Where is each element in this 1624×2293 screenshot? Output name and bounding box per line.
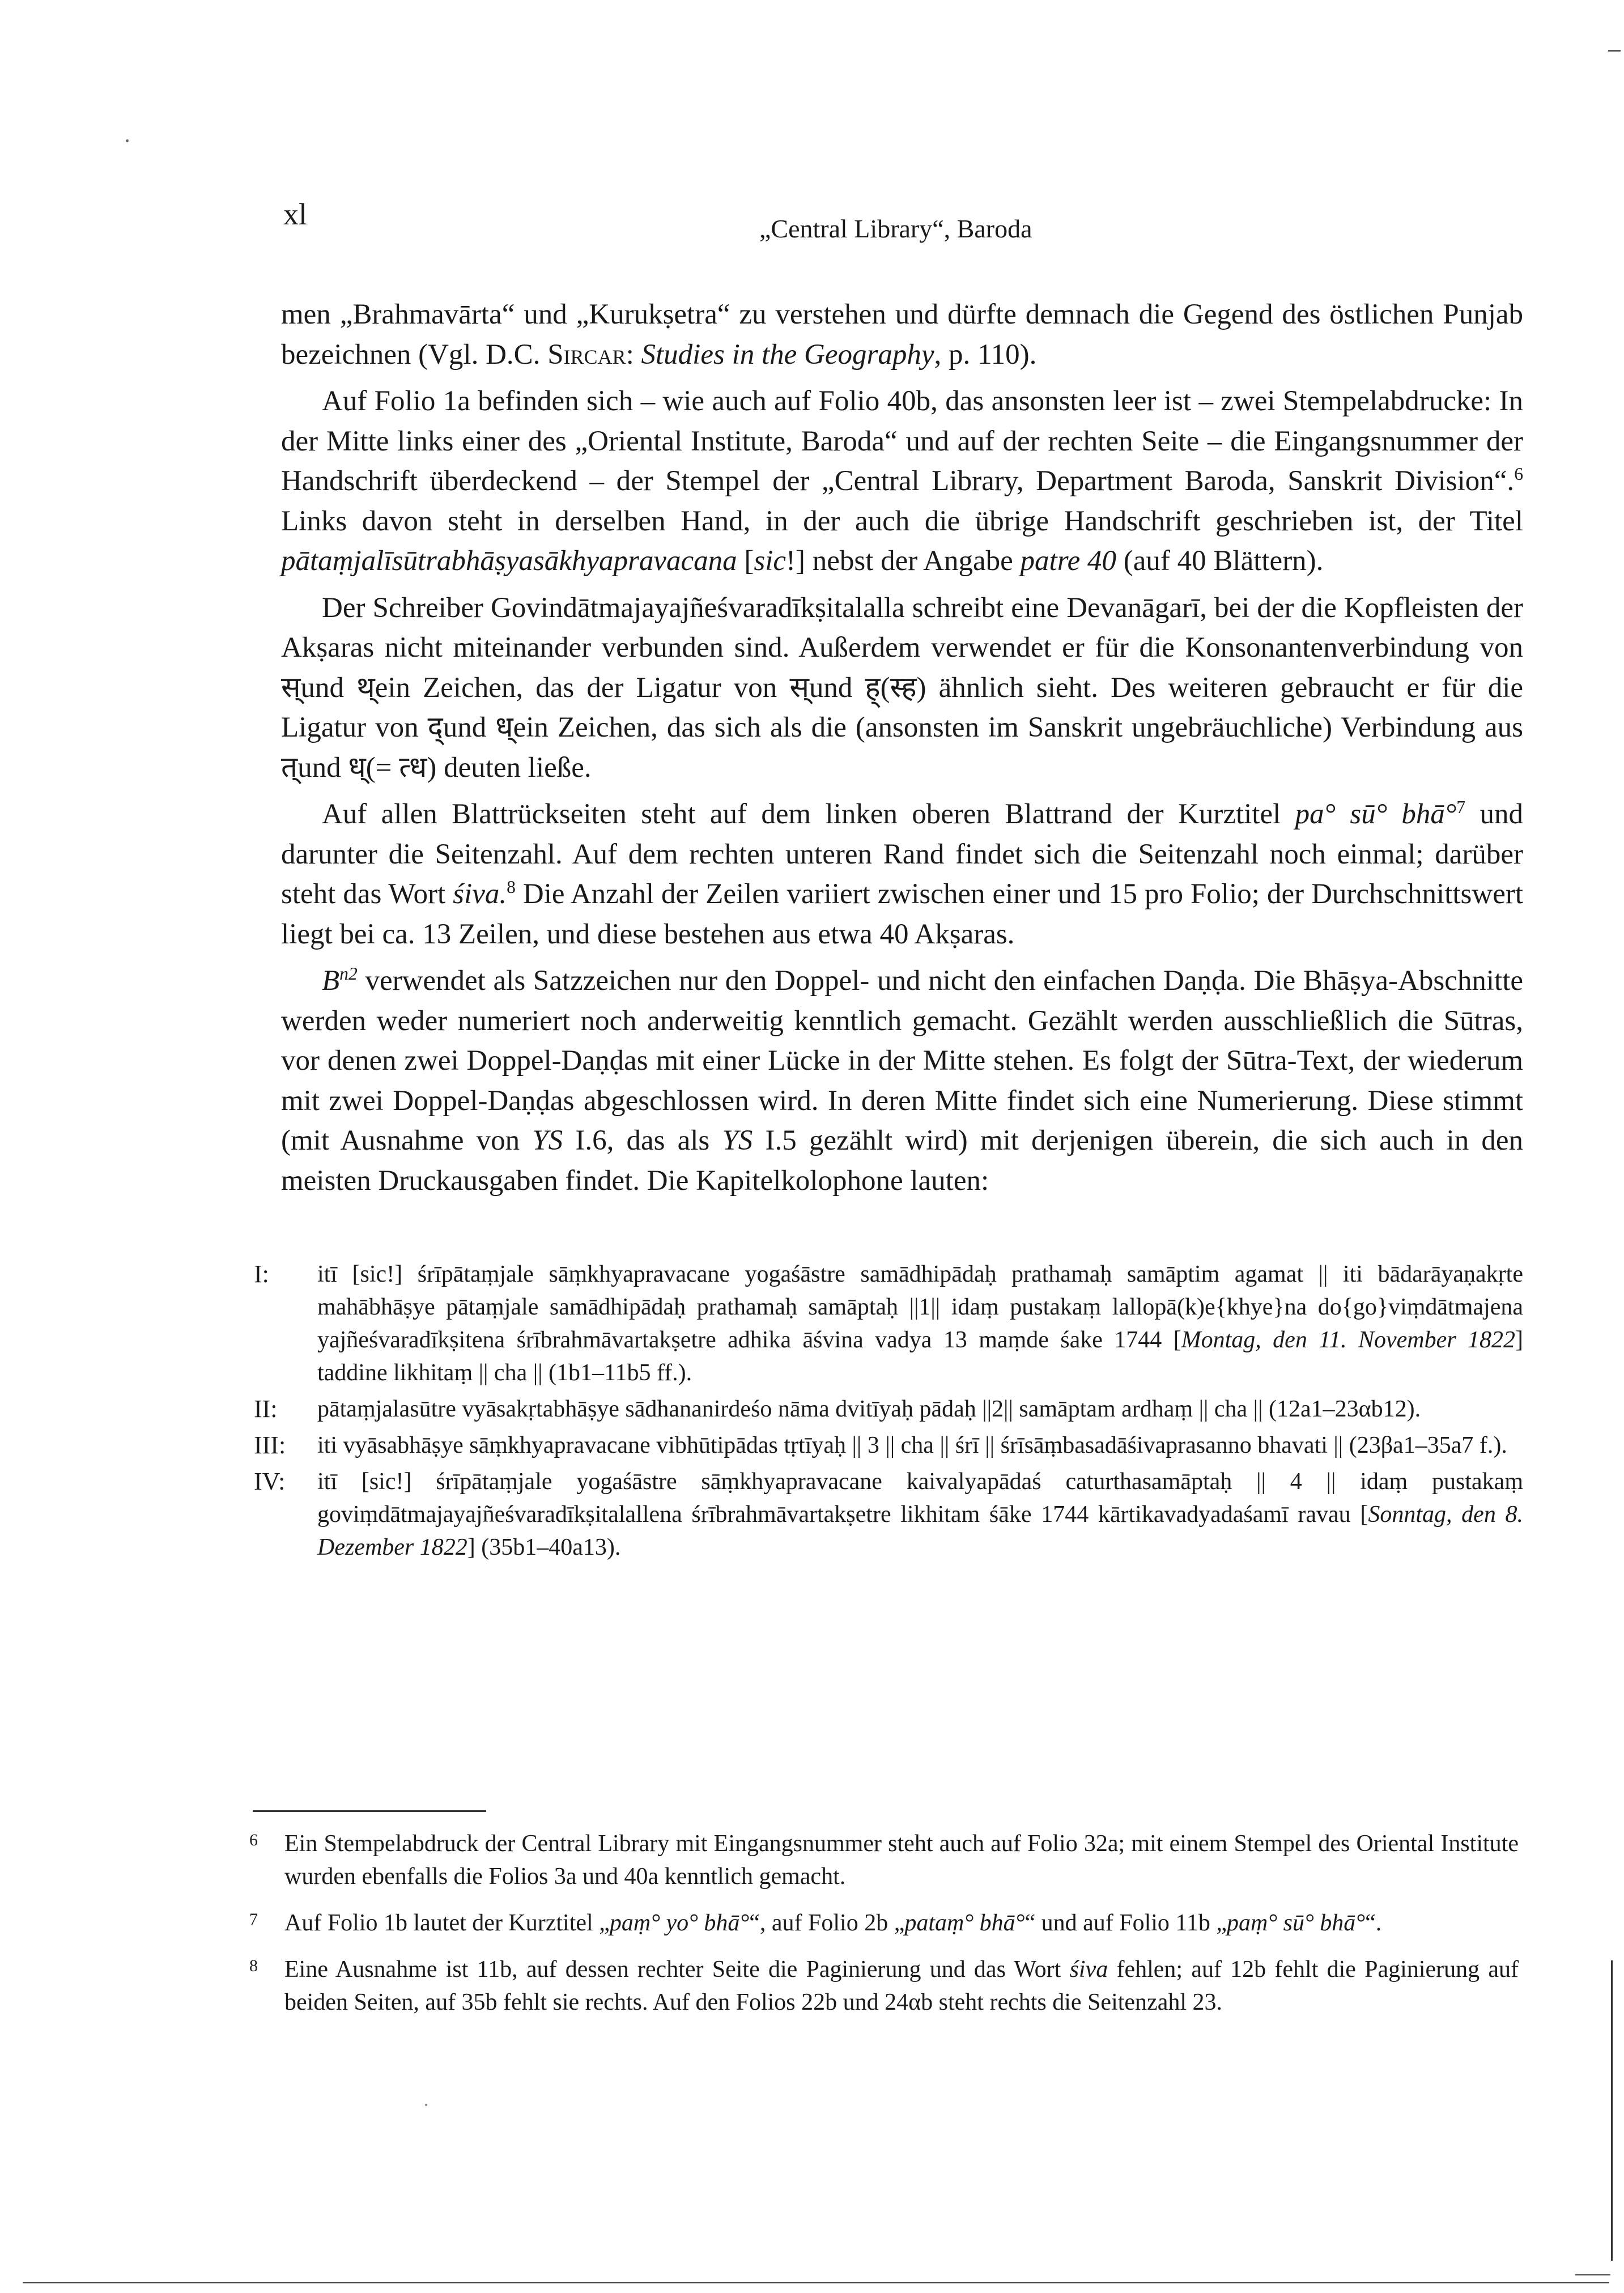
devanagari-glyph: द् bbox=[427, 712, 443, 743]
scan-edge-mark bbox=[1608, 50, 1621, 52]
footnote-8: 8 Eine Ausnahme ist 11b, auf dessen rechter Seite die Paginierung und das Wort śiva fehlen; auf 12b fehlt die Paginierung auf beiden Seiten, auf 35b fehlt sie rechts. Auf den Folios 22b und 24αb steht rechts die Seitenzahl 23. bbox=[249, 1956, 1519, 2015]
devanagari-glyph: ध् bbox=[495, 712, 513, 743]
scan-bottom-edge-corner bbox=[1575, 2274, 1610, 2275]
paragraph-4: Auf allen Blattrückseiten steht auf dem linken oberen Blattrand der Kurztitel pa° sū° bhā°$^7$ und darunter die Seitenzahl. Auf dem rechten unteren Rand findet sich die Seitenzahl noch einmal; darüber steht das Wort śiva.$^8$ Die Anzahl der Zeilen variiert zwischen einer und 15 pro Folio; der Durchschnittswert liegt bei ca. 13 Zeilen, und diese bestehen aus etwa 40 Akṣaras. bbox=[281, 797, 1524, 950]
devanagari-glyph: स्ह bbox=[890, 671, 917, 704]
paragraph-5: $B^{n2}$ verwendet als Satzzeichen nur den Doppel- und nicht den einfachen Daṇḍa. Die Bhāṣya-Abschnitte werden weder numeriert noch anderweitig kenntlich gemacht. Gezählt werden ausschließlich die Sūtras, vor denen zwei Doppel-Daṇḍas mit einer Lücke in der Mitte stehen. Es folgt der Sūtra-Text, der wiederum mit zwei Doppel-Daṇḍas abgeschlossen wird. In deren Mitte findet sich eine Numerierung. Diese stimmt (mit Ausnahme von YS I.6, das als YS I.5 gezählt wird) mit derjenigen überein, die sich auch in den meisten Druckausgaben findet. Die Kapitelkolophone lauten: bbox=[281, 964, 1523, 1197]
paragraph-3: Der Schreiber Govindātmajayajñeśvaradīkṣitalalla schreibt eine Devanāgarī, bei der die Kopfleisten der Akṣaras nicht miteinander verbunden sind. Außerdem verwendet er für die Konsonantenverbindung von स्und थ्ein Zeichen, das der Ligatur von स्und ह्(स्ह) ähnlich sieht. Des weiteren gebraucht er für die Ligatur von द्und ध्ein Zeichen, das sich als die (ansonsten im Sanskrit ungebräuchliche) Verbindung aus त्und ध्(= त्ध) deuten ließe. bbox=[281, 592, 1524, 784]
page-number: xl bbox=[283, 197, 308, 231]
colophon-1: I: itī [sic!] śrīpātaṃjale sāṃkhyapravacane yogaśāstre samādhipādaḥ prathamaḥ samāptim agamat || iti bādarāyaṇakṛte mahābhāṣye pātaṃjale samādhipādaḥ prathamaḥ samāptaḥ ||1|| idaṃ pustakaṃ lallopā(k)e{khye}na do{go}viṃdātmajena yajñeśvaradīkṣitena śrībrahmāvartakṣetre adhika āśvina vadya 13 maṃde śake 1744 [Montag, den 11. November 1822] taddine likhitaṃ || cha || (1b1–11b5 ff.). bbox=[254, 1260, 1523, 1386]
footnote-ref-8[interactable]: 8 bbox=[507, 877, 516, 897]
colophon-4: IV: itī [sic!] śrīpātaṃjale yogaśāstre sāṃkhyapravacane kaivalyapādaś caturthasamāptaḥ || 4 || idaṃ pustakaṃ goviṃdātmajayajñeśvaradīkṣitalallena śrībrahmāvartakṣetre likhitam śāke 1744 kārtikavadyadaśamī ravau [Sonntag, den 8. Dezember 1822] (35b1–40a13). bbox=[254, 1467, 1523, 1560]
footnotes bbox=[249, 1827, 1519, 2032]
colophon-list bbox=[254, 1258, 1523, 1567]
footnote-6: 6 Ein Stempelabdruck der Central Library mit Eingangsnummer steht auch auf Folio 32a; mit einem Stempel des Oriental Institute wurden ebenfalls die Folios 3a und 40a kenntlich gemacht. bbox=[249, 1831, 1519, 1890]
footnote-7: 7 Auf Folio 1b lautet der Kurztitel „paṃ° yo° bhā°“, auf Folio 2b „pataṃ° bhā°“ und auf Folio 11b „paṃ° sū° bhā°“. bbox=[249, 1910, 1382, 1936]
devanagari-glyph: थ् bbox=[356, 671, 375, 704]
devanagari-glyph: ध् bbox=[348, 751, 366, 784]
main-text bbox=[281, 295, 1523, 1201]
devanagari-glyph: स् bbox=[281, 671, 301, 704]
devanagari-glyph: ह् bbox=[865, 671, 881, 704]
scan-bottom-edge bbox=[23, 2282, 1609, 2283]
footnote-ref-7[interactable]: 7 bbox=[1456, 797, 1466, 817]
footnote-ref-6[interactable]: 6 bbox=[1514, 464, 1523, 484]
colophon-2: II: pātaṃjalasūtre vyāsakṛtabhāṣye sādhananirdeśo nāma dvitīyaḥ pādaḥ ||2|| samāptam ardhaṃ || cha || (12a1–23αb12). bbox=[254, 1395, 1421, 1423]
scan-speck bbox=[126, 139, 129, 142]
scan-edge-rule bbox=[1611, 1960, 1613, 2261]
devanagari-glyph: त् bbox=[281, 751, 298, 784]
paragraph-1: men „Brahmavārta“ und „Kurukṣetra“ zu verstehen und dürfte demnach die Gegend des östlichen Punjab bezeichnen (Vgl. D.C. Sircar: Studies in the Geography, p. 110). bbox=[281, 299, 1523, 371]
footnote-separator bbox=[253, 1810, 486, 1812]
paragraph-2: Auf Folio 1a befinden sich – wie auch auf Folio 40b, das ansonsten leer ist – zwei Stempelabdrucke: In der Mitte links einer des „Oriental Institute, Baroda“ und auf der rechten Seite – die Eingangsnummer der Handschrift überdeckend – der Stempel der „Central Library, Department Baroda, Sanskrit Division“.$^6$ Links davon steht in derselben Hand, in der auch die übrige Handschrift geschrieben ist, der Titel pātaṃjalīsūtrabhāṣyasākhyapravacana [sic!] nebst der Angabe patre 40 (auf 40 Blättern). bbox=[281, 385, 1523, 577]
devanagari-glyph: स् bbox=[789, 671, 809, 704]
devanagari-glyph: त्ध bbox=[399, 751, 427, 784]
scan-speck bbox=[425, 2104, 427, 2106]
colophon-3: III: iti vyāsabhāṣye sāṃkhyapravacane vibhūtipādas tṛtīyaḥ || 3 || cha || śrī || śrīsāṃbasadāśivaprasanno bhavati || (23βa1–35a7 f.). bbox=[254, 1431, 1507, 1459]
running-title: „Central Library“, Baroda bbox=[759, 214, 1032, 243]
